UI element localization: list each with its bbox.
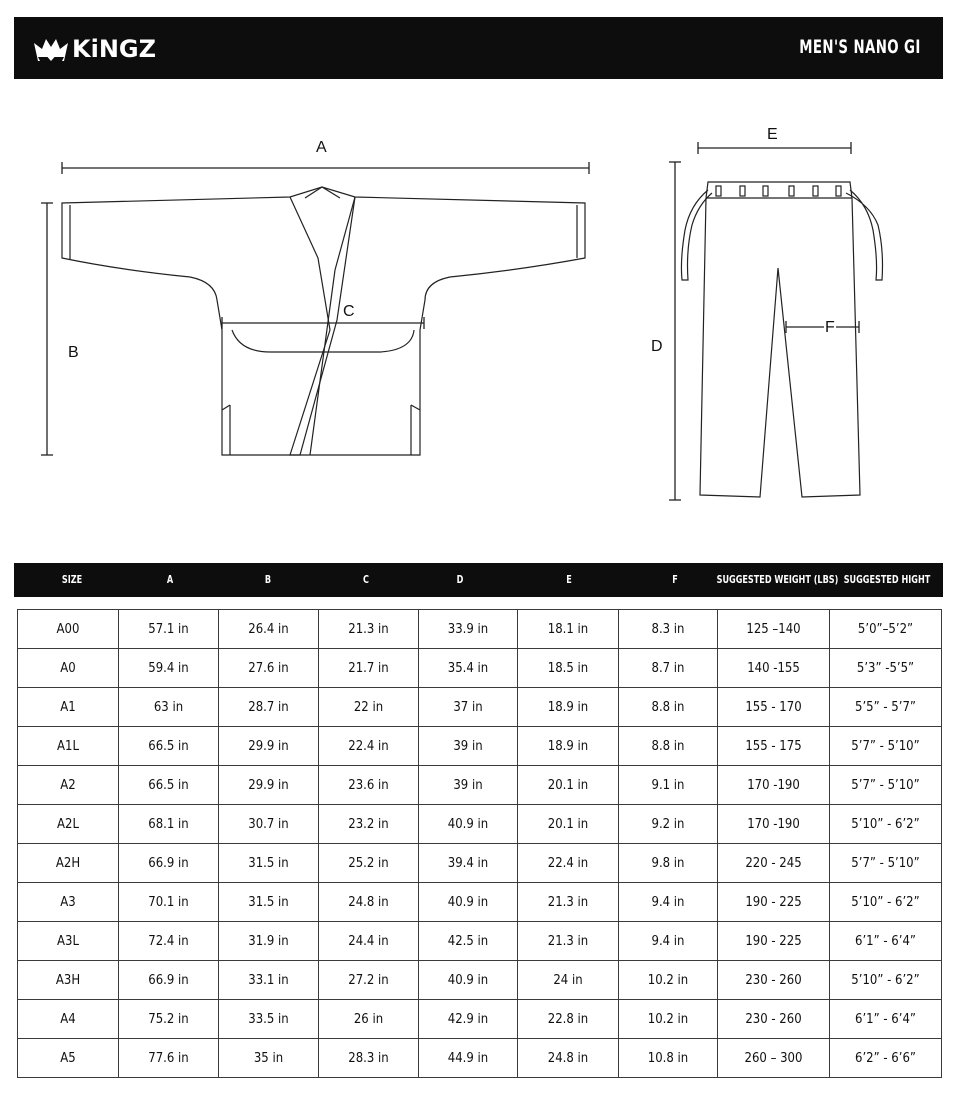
cell-c: 25.2 in	[319, 844, 419, 883]
cell-f: 8.3 in	[619, 610, 718, 649]
cell-c: 21.7 in	[319, 649, 419, 688]
cell-e: 21.3 in	[518, 922, 619, 961]
cell-suggested-weight: 155 - 170	[718, 688, 830, 727]
cell-a: 66.9 in	[119, 844, 219, 883]
table-row	[18, 649, 942, 688]
cell-d: 37 in	[419, 688, 518, 727]
dimension-line-d	[669, 162, 681, 500]
cell-suggested-height: 6’1” - 6’4”	[830, 1000, 942, 1039]
header-c: C	[363, 573, 369, 586]
cell-suggested-height: 5’7” - 5’10”	[830, 727, 942, 766]
cell-f: 8.8 in	[619, 688, 718, 727]
brand-name: KiNGZ	[72, 35, 157, 63]
cell-suggested-weight: 170 -190	[718, 766, 830, 805]
cell-a: 66.5 in	[119, 727, 219, 766]
table-row	[18, 883, 942, 922]
cell-e: 18.5 in	[518, 649, 619, 688]
cell-c: 28.3 in	[319, 1039, 419, 1078]
cell-d: 35.4 in	[419, 649, 518, 688]
cell-size: A2	[18, 766, 119, 805]
cell-d: 40.9 in	[419, 805, 518, 844]
table-row	[18, 1000, 942, 1039]
cell-e: 18.1 in	[518, 610, 619, 649]
cell-e: 18.9 in	[518, 688, 619, 727]
header-d: D	[456, 573, 464, 586]
dimension-line-b	[41, 203, 53, 455]
cell-e: 22.8 in	[518, 1000, 619, 1039]
cell-suggested-height: 6’2” - 6’6”	[830, 1039, 942, 1078]
table-row	[18, 922, 942, 961]
gi-diagram-svg	[0, 0, 960, 540]
cell-d: 39.4 in	[419, 844, 518, 883]
dimension-line-a	[62, 162, 589, 174]
size-table-header	[14, 563, 943, 597]
cell-c: 22 in	[319, 688, 419, 727]
cell-b: 29.9 in	[219, 727, 319, 766]
measurement-diagram	[0, 0, 960, 540]
cell-c: 27.2 in	[319, 961, 419, 1000]
cell-suggested-weight: 170 -190	[718, 805, 830, 844]
cell-c: 24.8 in	[319, 883, 419, 922]
cell-a: 72.4 in	[119, 922, 219, 961]
cell-d: 40.9 in	[419, 883, 518, 922]
cell-b: 33.5 in	[219, 1000, 319, 1039]
cell-size: A4	[18, 1000, 119, 1039]
cell-c: 23.6 in	[319, 766, 419, 805]
cell-a: 75.2 in	[119, 1000, 219, 1039]
cell-b: 30.7 in	[219, 805, 319, 844]
cell-suggested-height: 5’10” - 6’2”	[830, 805, 942, 844]
cell-d: 33.9 in	[419, 610, 518, 649]
cell-suggested-weight: 220 - 245	[718, 844, 830, 883]
cell-f: 9.8 in	[619, 844, 718, 883]
cell-suggested-height: 5’3” -5’5”	[830, 649, 942, 688]
cell-size: A1	[18, 688, 119, 727]
header-f: F	[672, 573, 678, 586]
cell-size: A3H	[18, 961, 119, 1000]
label-e: E	[767, 126, 778, 143]
cell-suggested-height: 6’1” - 6’4”	[830, 922, 942, 961]
cell-b: 35 in	[219, 1039, 319, 1078]
jacket-outline	[62, 187, 585, 455]
cell-d: 42.5 in	[419, 922, 518, 961]
table-row	[18, 610, 942, 649]
cell-a: 66.9 in	[119, 961, 219, 1000]
cell-e: 24.8 in	[518, 1039, 619, 1078]
cell-f: 8.7 in	[619, 649, 718, 688]
cell-e: 18.9 in	[518, 727, 619, 766]
cell-b: 31.5 in	[219, 883, 319, 922]
cell-e: 24 in	[518, 961, 619, 1000]
cell-f: 9.4 in	[619, 883, 718, 922]
header-size: SIZE	[61, 573, 83, 586]
cell-f: 9.1 in	[619, 766, 718, 805]
label-b: B	[68, 344, 79, 361]
cell-suggested-weight: 260 – 300	[718, 1039, 830, 1078]
table-row	[18, 688, 942, 727]
cell-e: 21.3 in	[518, 883, 619, 922]
cell-suggested-height: 5’0”–5’2”	[830, 610, 942, 649]
cell-a: 63 in	[119, 688, 219, 727]
table-row	[18, 961, 942, 1000]
label-d: D	[651, 338, 663, 355]
cell-suggested-height: 5’7” - 5’10”	[830, 766, 942, 805]
cell-size: A2H	[18, 844, 119, 883]
cell-b: 33.1 in	[219, 961, 319, 1000]
cell-suggested-weight: 140 -155	[718, 649, 830, 688]
cell-suggested-weight: 155 - 175	[718, 727, 830, 766]
cell-b: 26.4 in	[219, 610, 319, 649]
label-f: F	[825, 319, 835, 336]
size-table	[17, 609, 942, 1078]
label-a: A	[316, 139, 327, 156]
product-title: MEN'S NANO GI	[799, 36, 921, 58]
cell-c: 26 in	[319, 1000, 419, 1039]
cell-b: 28.7 in	[219, 688, 319, 727]
cell-c: 24.4 in	[319, 922, 419, 961]
cell-d: 42.9 in	[419, 1000, 518, 1039]
header-suggested-weight: SUGGESTED WEIGHT (LBS)	[716, 573, 839, 586]
dimension-line-f	[786, 321, 859, 333]
cell-d: 44.9 in	[419, 1039, 518, 1078]
cell-e: 20.1 in	[518, 805, 619, 844]
cell-c: 22.4 in	[319, 727, 419, 766]
cell-suggested-weight: 190 - 225	[718, 883, 830, 922]
cell-f: 10.2 in	[619, 961, 718, 1000]
cell-size: A0	[18, 649, 119, 688]
cell-d: 39 in	[419, 727, 518, 766]
cell-a: 66.5 in	[119, 766, 219, 805]
cell-b: 31.5 in	[219, 844, 319, 883]
cell-b: 31.9 in	[219, 922, 319, 961]
size-table-body	[18, 610, 942, 1078]
cell-b: 27.6 in	[219, 649, 319, 688]
cell-size: A3	[18, 883, 119, 922]
table-row	[18, 844, 942, 883]
cell-f: 8.8 in	[619, 727, 718, 766]
cell-f: 9.4 in	[619, 922, 718, 961]
cell-suggested-weight: 230 - 260	[718, 1000, 830, 1039]
cell-f: 10.2 in	[619, 1000, 718, 1039]
dimension-line-e	[698, 142, 851, 154]
cell-c: 23.2 in	[319, 805, 419, 844]
header-b: B	[264, 573, 272, 586]
label-c: C	[343, 303, 355, 320]
cell-b: 29.9 in	[219, 766, 319, 805]
cell-size: A00	[18, 610, 119, 649]
cell-size: A3L	[18, 922, 119, 961]
cell-suggested-height: 5’7” - 5’10”	[830, 844, 942, 883]
cell-c: 21.3 in	[319, 610, 419, 649]
header-a: A	[166, 573, 174, 586]
pants-outline	[681, 182, 882, 497]
cell-f: 10.8 in	[619, 1039, 718, 1078]
cell-e: 22.4 in	[518, 844, 619, 883]
dimension-line-c	[222, 317, 424, 329]
table-row	[18, 805, 942, 844]
cell-e: 20.1 in	[518, 766, 619, 805]
header-suggested-height: SUGGESTED HIGHT	[843, 573, 931, 586]
cell-a: 59.4 in	[119, 649, 219, 688]
cell-a: 77.6 in	[119, 1039, 219, 1078]
cell-suggested-weight: 230 - 260	[718, 961, 830, 1000]
header-e: E	[566, 573, 572, 586]
cell-a: 68.1 in	[119, 805, 219, 844]
cell-a: 70.1 in	[119, 883, 219, 922]
cell-suggested-height: 5’10” - 6’2”	[830, 961, 942, 1000]
table-row	[18, 1039, 942, 1078]
cell-size: A5	[18, 1039, 119, 1078]
cell-suggested-height: 5’5” - 5’7”	[830, 688, 942, 727]
cell-suggested-weight: 190 - 225	[718, 922, 830, 961]
cell-d: 39 in	[419, 766, 518, 805]
cell-suggested-weight: 125 –140	[718, 610, 830, 649]
cell-suggested-height: 5’10” - 6’2”	[830, 883, 942, 922]
cell-a: 57.1 in	[119, 610, 219, 649]
cell-size: A1L	[18, 727, 119, 766]
cell-f: 9.2 in	[619, 805, 718, 844]
table-row	[18, 727, 942, 766]
table-row	[18, 766, 942, 805]
cell-d: 40.9 in	[419, 961, 518, 1000]
cell-size: A2L	[18, 805, 119, 844]
